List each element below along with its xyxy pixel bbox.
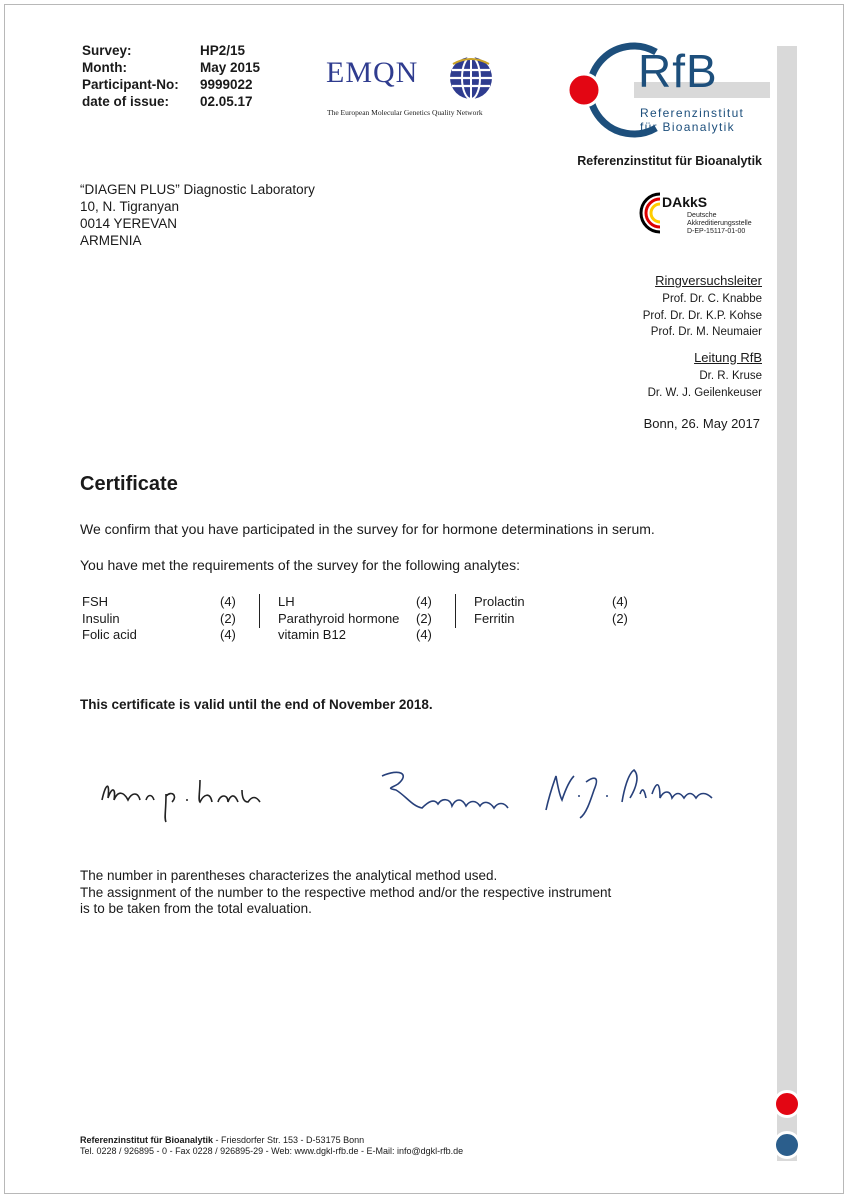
emqn-logo-text: EMQN — [326, 56, 419, 89]
column-divider — [455, 594, 456, 628]
analyte-name: LH — [278, 594, 295, 609]
analyte-item — [474, 594, 654, 611]
analyte-item — [82, 611, 262, 628]
globe-icon — [448, 54, 494, 102]
address-line: “DIAGEN PLUS” Diagnostic Laboratory — [80, 182, 315, 197]
analyte-item — [474, 611, 654, 628]
analyte-column — [82, 594, 262, 644]
analyte-name: Prolactin — [474, 594, 525, 609]
signature-3 — [546, 770, 712, 818]
address-line: ARMENIA — [80, 233, 142, 248]
analyte-item — [278, 611, 458, 628]
analyte-item — [82, 627, 262, 644]
institute-header: Referenzinstitut für Bioanalytik — [577, 154, 762, 168]
issue-date-label: date of issue: — [82, 94, 170, 109]
analyte-name: vitamin B12 — [278, 627, 346, 642]
footer-contact: Tel. 0228 / 926895 - 0 - Fax 0228 / 926895-29 - Web: www.dgkl-rfb.de - E-Mail: info@dgkl-rfb.de — [80, 1146, 464, 1156]
requirements-text: You have met the requirements of the survey for the following analytes: — [80, 557, 520, 573]
participant-value: 9999022 — [200, 77, 253, 92]
decorative-side-bar — [777, 46, 797, 1161]
analytes-table — [82, 594, 642, 644]
ringversuchsleiter-block — [643, 271, 762, 341]
confirmation-text: We confirm that you have participated in the survey for for hormone determinations in serum. — [80, 521, 655, 537]
emqn-logo-subtitle: The European Molecular Genetics Quality Network — [327, 108, 483, 117]
document-date: Bonn, 26. May 2017 — [643, 416, 760, 431]
address-line: 0014 YEREVAN — [80, 216, 178, 231]
analyte-item — [278, 627, 458, 644]
rfb-logo — [538, 42, 770, 138]
dakks-title: DAkkS — [662, 194, 708, 210]
blue-dot-decoration — [773, 1131, 801, 1159]
leitung-block — [648, 348, 762, 401]
analyte-method: (4) — [220, 627, 236, 642]
dakks-line: D-EP-15117-01-00 — [687, 228, 746, 235]
recipient-address — [80, 181, 315, 249]
analyte-column — [474, 594, 654, 627]
address-line: 10, N. Tigranyan — [80, 199, 180, 214]
rfb-logo-subtitle-2: für Bioanalytik — [640, 120, 735, 134]
staff-name: Prof. Dr. Dr. K.P. Kohse — [642, 309, 762, 322]
page-footer — [80, 1135, 463, 1157]
analyte-name: FSH — [82, 594, 108, 609]
dakks-arc-icon — [638, 190, 662, 236]
red-dot-decoration — [773, 1090, 801, 1118]
analyte-name: Insulin — [82, 610, 120, 626]
validity-statement: This certificate is valid until the end of November 2018. — [80, 697, 433, 712]
analyte-method: (4) — [220, 594, 236, 609]
footnote-line: The assignment of the number to the respective method and/or the respective instrument — [80, 884, 612, 900]
analyte-method: (4) — [612, 594, 628, 609]
analyte-name: Ferritin — [474, 610, 515, 626]
analyte-name: Parathyroid hormone — [278, 610, 400, 626]
month-value: May 2015 — [200, 60, 261, 75]
issue-date-value: 02.05.17 — [200, 94, 253, 109]
survey-label: Survey: — [82, 43, 132, 58]
certificate-title: Certificate — [80, 473, 178, 495]
signature-2 — [382, 772, 508, 808]
dakks-accreditation-logo — [638, 190, 768, 246]
footnote — [80, 868, 611, 918]
footer-address-line — [80, 1135, 463, 1146]
staff-name: Dr. R. Kruse — [699, 370, 762, 382]
rfb-logo-subtitle-1: Referenzinstitut — [640, 106, 745, 120]
footnote-line: is to be taken from the total evaluation. — [80, 901, 312, 916]
survey-info-block — [82, 42, 260, 110]
staff-name: Prof. Dr. M. Neumaier — [650, 326, 762, 338]
footer-org: Referenzinstitut für Bioanalytik — [80, 1135, 214, 1145]
staff-name: Prof. Dr. C. Knabbe — [662, 293, 762, 305]
staff-name: Dr. W. J. Geilenkeuser — [647, 386, 762, 399]
footnote-line: The number in parentheses characterizes the analytical method used. — [80, 868, 498, 883]
analyte-method: (2) — [612, 610, 628, 626]
rfb-logo-text: RfB — [638, 45, 718, 97]
analyte-method: (2) — [416, 610, 432, 626]
signatures — [100, 762, 730, 832]
dakks-subtitle — [687, 212, 752, 236]
dakks-line: Akkreditierungsstelle — [687, 220, 752, 227]
analyte-method: (4) — [416, 627, 432, 642]
column-divider — [259, 594, 260, 628]
analyte-item — [82, 594, 262, 611]
analyte-name: Folic acid — [82, 627, 137, 642]
emqn-logo — [322, 52, 502, 122]
participant-label: Participant-No: — [82, 77, 179, 92]
analyte-method: (2) — [220, 610, 236, 626]
footer-address: - Friesdorfer Str. 153 - D-53175 Bonn — [213, 1135, 365, 1145]
dakks-line: Deutsche — [687, 212, 717, 219]
leitung-heading: Leitung RfB — [694, 350, 762, 365]
analyte-item — [278, 594, 458, 611]
month-label: Month: — [82, 60, 127, 75]
signature-1 — [102, 780, 260, 822]
analyte-method: (4) — [416, 594, 432, 609]
survey-value: HP2/15 — [200, 43, 246, 58]
analyte-column — [278, 594, 458, 644]
ringversuchsleiter-heading: Ringversuchsleiter — [655, 273, 762, 288]
